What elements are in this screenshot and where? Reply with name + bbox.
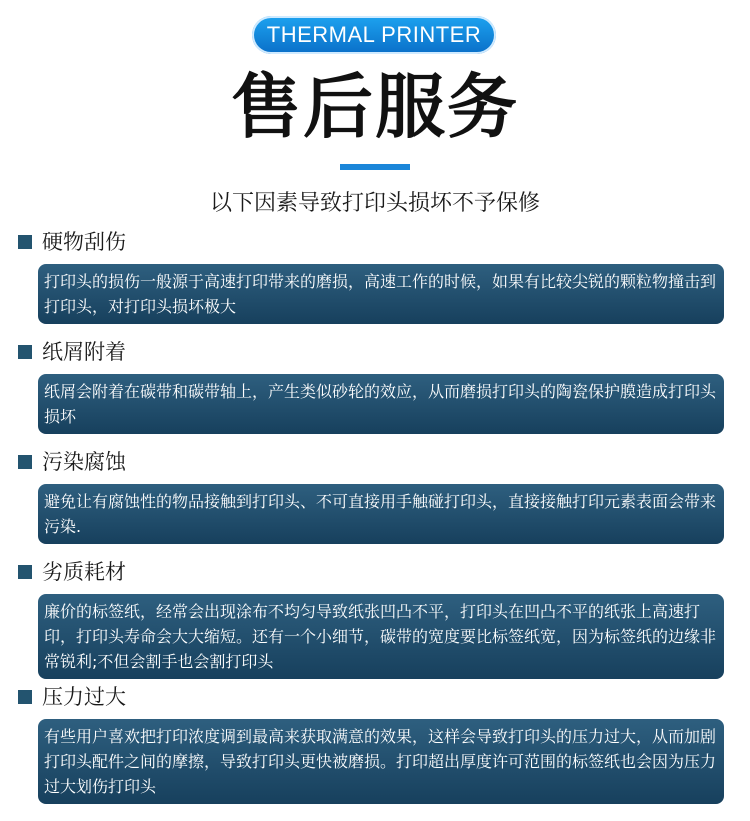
bullet-square-icon (18, 455, 32, 469)
page-subtitle: 以下因素导致打印头损坏不予保修 (209, 191, 540, 216)
title-underline (340, 164, 410, 170)
page-title: 售后服务 (231, 66, 519, 148)
section-title: 压力过大 (42, 685, 126, 709)
bullet-square-icon (18, 235, 32, 249)
section-header (18, 228, 728, 256)
section-header (18, 338, 728, 366)
section-description-box: 纸屑会附着在碳带和碳带轴上，产生类似砂轮的效应，从而磨损打印头的陶瓷保护膜造成打印头损坏 (38, 374, 724, 434)
thermal-printer-badge: THERMAL PRINTER (252, 16, 496, 54)
section-description-box: 打印头的损伤一般源于高速打印带来的磨损，高速工作的时候，如果有比较尖锐的颗粒物撞击到打印头，对打印头损坏极大 (38, 264, 724, 324)
section-header (18, 448, 728, 476)
section-description-box: 廉价的标签纸，经常会出现涂布不均匀导致纸张凹凸不平，打印头在凹凸不平的纸张上高速打印，打印头寿命会大大缩短。还有一个小细节，碳带的宽度要比标签纸宽，因为标签纸的边缘非常锐利;不但会割手也会割打印头 (38, 594, 724, 679)
bullet-square-icon (18, 690, 32, 704)
bullet-square-icon (18, 565, 32, 579)
section-description-box: 避免让有腐蚀性的物品接触到打印头、不可直接用手触碰打印头，直接接触打印元素表面会带来污染. (38, 484, 724, 544)
section-contamination-corrosion (18, 448, 728, 544)
section-title: 污染腐蚀 (42, 450, 126, 474)
section-description-box: 有些用户喜欢把打印浓度调到最高来获取满意的效果，这样会导致打印头的压力过大，从而加剧打印头配件之间的摩擦，导致打印头更快被磨损。打印超出厚度许可范围的标签纸也会因为压力过大划伤打印头 (38, 719, 724, 804)
bullet-square-icon (18, 345, 32, 359)
section-title: 劣质耗材 (42, 560, 126, 584)
section-header (18, 683, 728, 711)
section-title: 纸屑附着 (42, 340, 126, 364)
section-hard-object-scratch (18, 228, 728, 324)
section-excessive-pressure (18, 683, 728, 804)
section-header (18, 558, 728, 586)
section-paper-debris (18, 338, 728, 434)
section-inferior-consumables (18, 558, 728, 679)
section-title: 硬物刮伤 (42, 230, 126, 254)
